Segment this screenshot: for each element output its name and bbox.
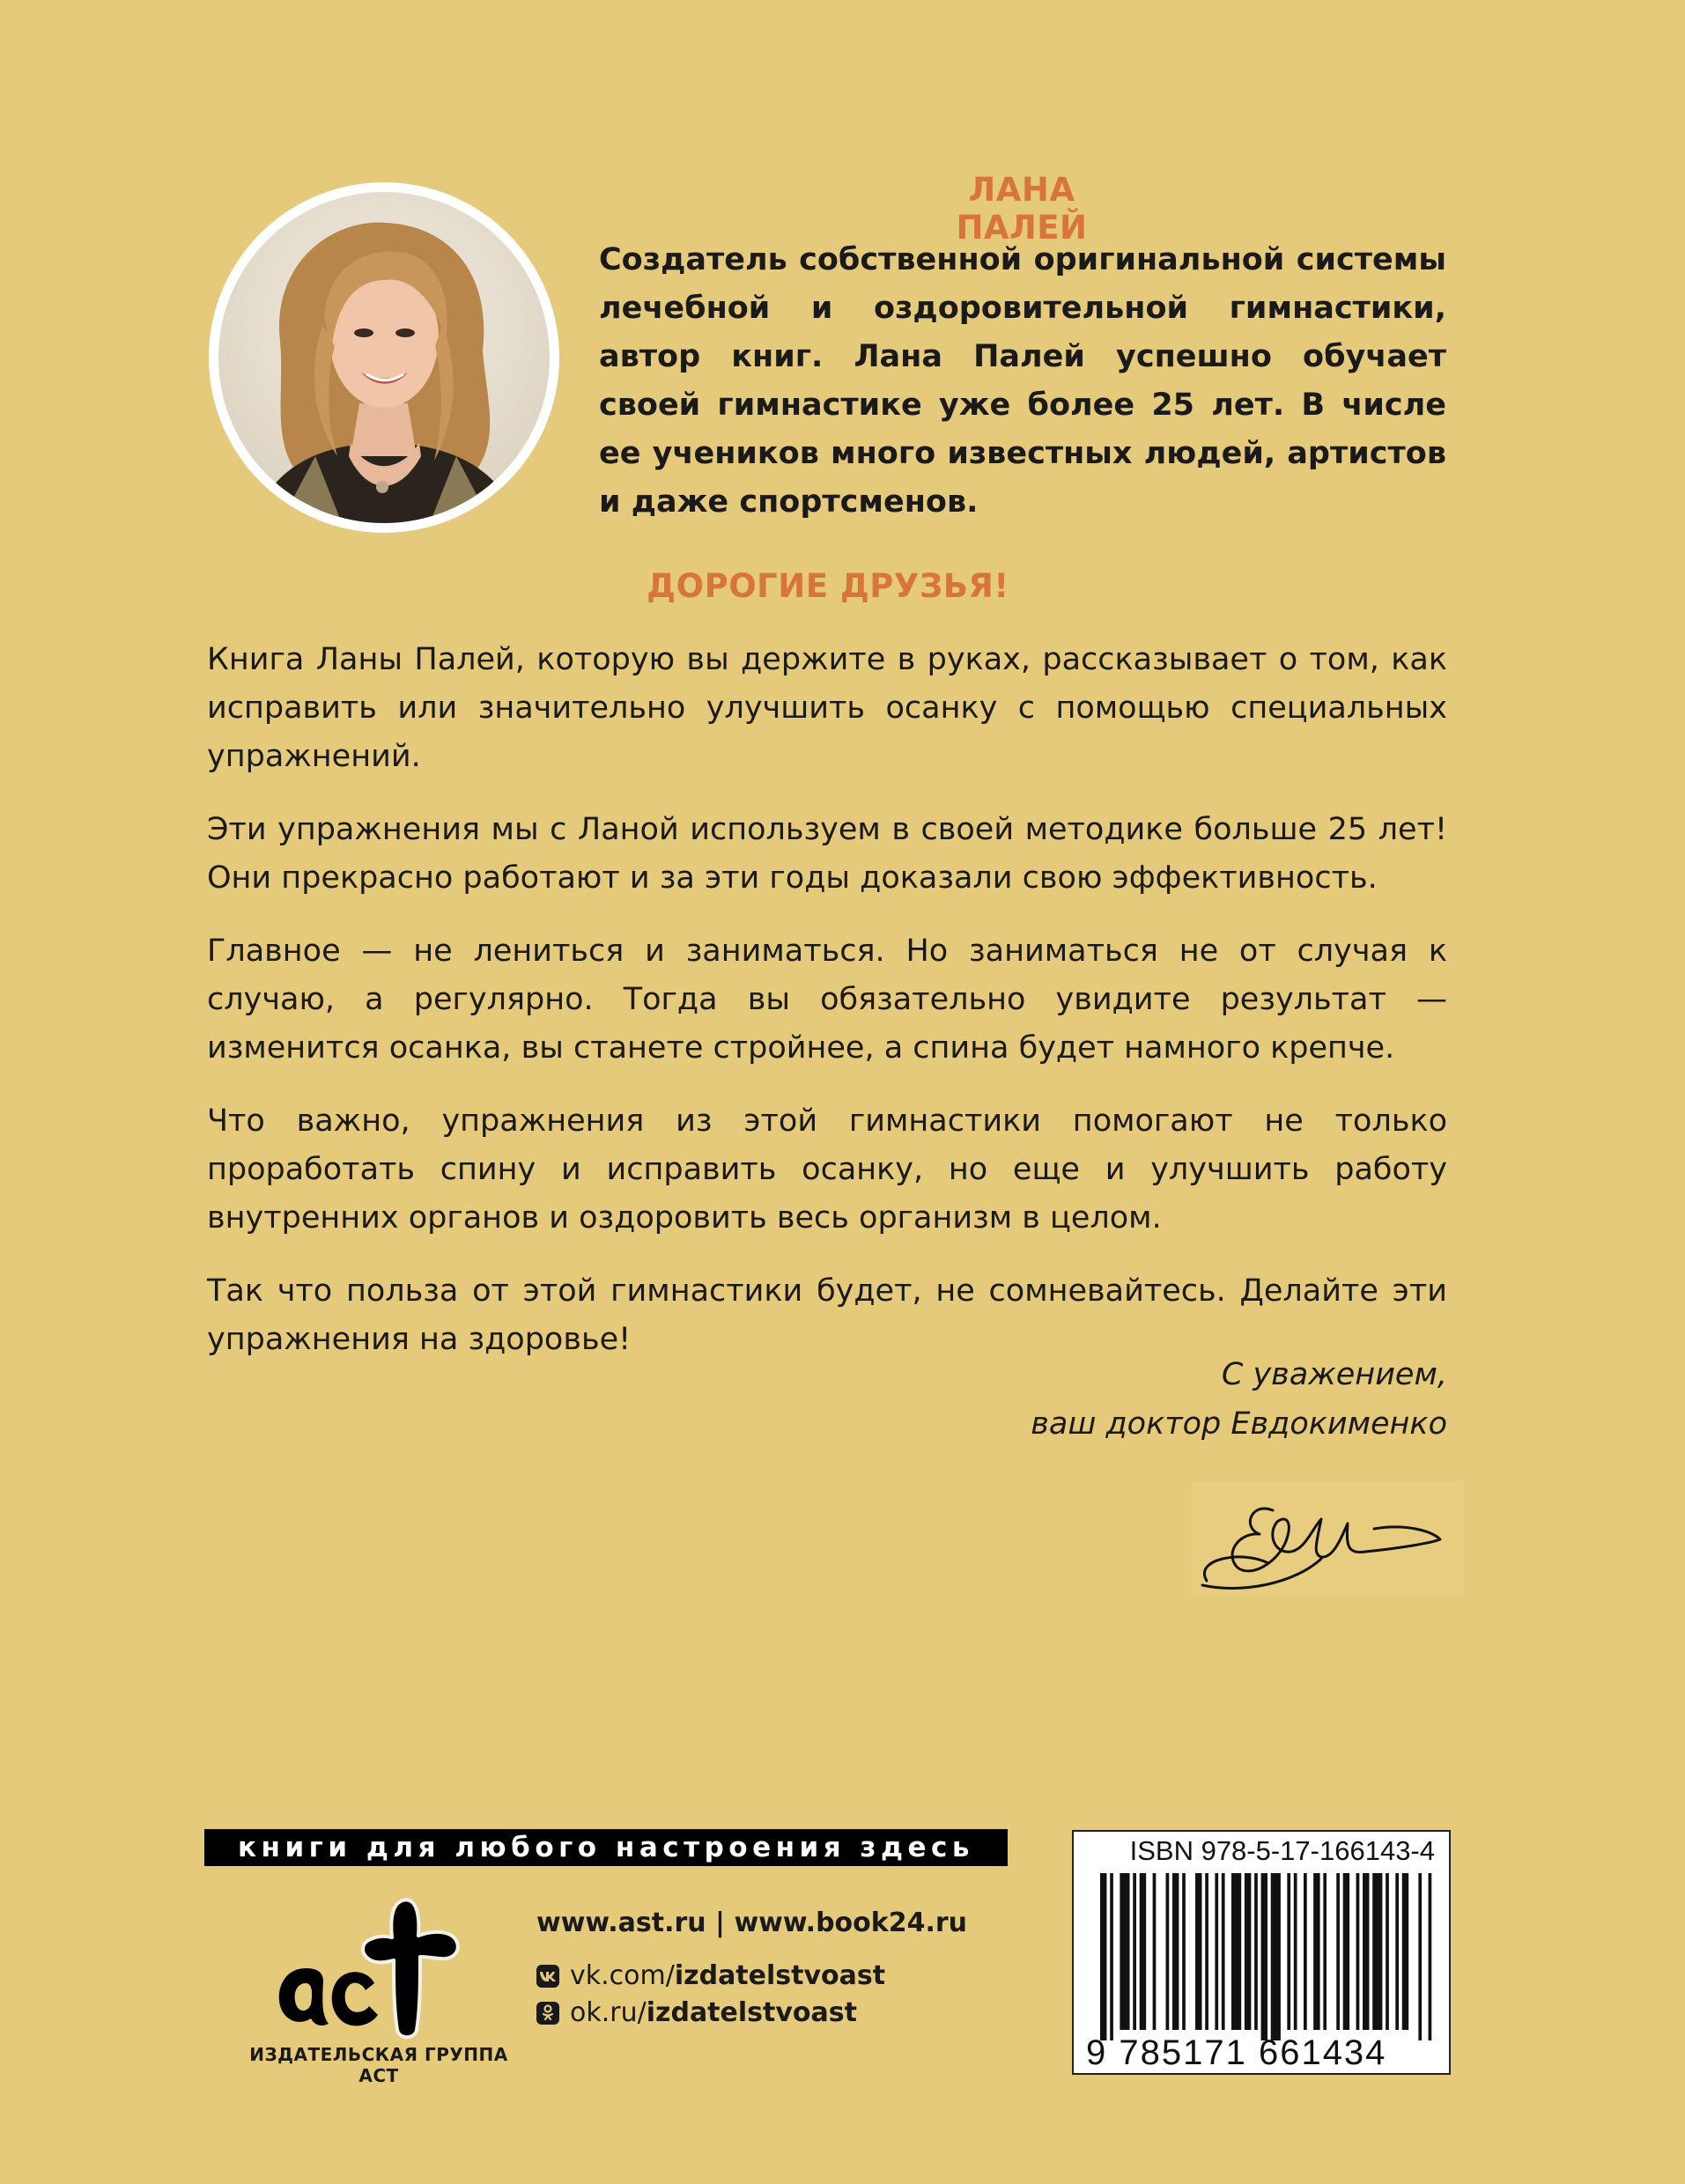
letter-body [207, 636, 1447, 1389]
vk-prefix: vk.com/ [570, 1960, 675, 1991]
barcode-bar [1231, 1873, 1241, 2030]
ast-logo [260, 1885, 471, 2043]
publisher-name: ИЗДАТЕЛЬСКАЯ ГРУППА АСТ [249, 2044, 508, 2086]
ok-handle: izdatelstvoast [646, 1997, 857, 2028]
barcode-bar [1120, 1873, 1129, 2030]
barcode-bar [1261, 1873, 1267, 2040]
ok-prefix: ok.ru/ [570, 1997, 647, 2028]
vk-link[interactable] [536, 1960, 885, 1991]
letter-paragraph: Главное — не лениться и заниматься. Но заниматься не от случая к случаю, а регулярно. Тогда вы обязательно увидите результат — изменится осанка, вы станете стройнее, а спина будет намного крепче. [207, 933, 1447, 1066]
signoff-line: ваш доктор Евдокименко [1031, 1406, 1447, 1442]
barcode-bar [1287, 1873, 1290, 2030]
barcode-bar [1343, 1873, 1349, 2030]
letter-signoff [831, 1350, 1447, 1449]
barcode-bar [1215, 1873, 1218, 2030]
barcode-bar [1205, 1873, 1208, 2030]
letter-greeting: ДОРОГИЕ ДРУЗЬЯ! [647, 567, 1009, 605]
barcode-bar [1402, 1873, 1408, 2030]
barcode-bar [1140, 1873, 1146, 2030]
barcode-bar [1418, 1873, 1422, 2040]
tagline-banner: книги для любого настроения здесь [204, 1829, 1008, 1866]
barcode-bar [1294, 1873, 1297, 2030]
letter-paragraph: Книга Ланы Палей, которую вы держите в руках, рассказывает о том, как исправить или значительно улучшить осанку с помощью специальных упражнений. [207, 642, 1447, 774]
ok-icon [536, 2002, 559, 2025]
barcode-bar [1386, 1873, 1389, 2030]
barcode-bar [1110, 1873, 1113, 2040]
handwritten-signature [1189, 1479, 1467, 1598]
barcode-bar [1356, 1873, 1360, 2030]
author-name: ЛАНА ПАЛЕЙ [956, 171, 1088, 247]
barcode-bar [1304, 1873, 1307, 2030]
barcode-bar [1133, 1873, 1136, 2030]
ok-link[interactable] [536, 1997, 857, 2028]
barcode [1100, 1873, 1435, 2040]
closing-line: С уважением, [1221, 1357, 1447, 1392]
barcode-bar [1429, 1873, 1432, 2040]
barcode-digits: 9 785171 661434 [1086, 2033, 1387, 2072]
barcode-bar [1372, 1873, 1382, 2030]
barcode-bar [1153, 1873, 1157, 2030]
author-portrait [209, 182, 559, 533]
vk-icon [536, 1965, 559, 1988]
barcode-bar [1245, 1873, 1251, 2030]
author-photo [218, 192, 550, 523]
vk-handle: izdatelstvoast [674, 1960, 886, 1991]
isbn-label: ISBN 978-5-17-166143-4 [1129, 1835, 1435, 1866]
barcode-bar [1336, 1873, 1340, 2030]
barcode-bar [1182, 1873, 1186, 2030]
letter-paragraph: Что важно, упражнения из этой гимнастики помогают не только проработать спину и исправить осанку, но еще и улучшить работу внутренних органов и оздоровить весь организм в целом. [207, 1103, 1447, 1236]
barcode-bar [1323, 1873, 1327, 2030]
barcode-bar [1195, 1873, 1201, 2030]
barcode-bar [1395, 1873, 1399, 2030]
isbn-barcode-box [1072, 1830, 1451, 2075]
website-links[interactable]: www.ast.ru | www.book24.ru [536, 1907, 968, 1938]
letter-paragraph: Эти упражнения мы с Ланой используем в своей методике больше 25 лет! Они прекрасно работают и за эти годы доказали свою эффективность. [207, 812, 1447, 896]
author-bio: Создатель собственной оригинальной системы лечебной и оздоровительной гимнастики, автор книг. Лана Палей успешно обучает своей гимнастике уже более 25 лет. В числе ее учеников много известных людей, артистов и даже спортсменов. [599, 242, 1446, 520]
barcode-bar [1222, 1873, 1225, 2030]
barcode-bar [1313, 1873, 1319, 2030]
barcode-bar [1254, 1873, 1258, 2030]
barcode-bar [1100, 1873, 1106, 2040]
barcode-bar [1271, 1873, 1281, 2040]
barcode-bar [1363, 1873, 1369, 2030]
barcode-bar [1172, 1873, 1179, 2030]
barcode-bar [1166, 1873, 1170, 2030]
letter-paragraph: Так что польза от этой гимнастики будет, не сомневайтесь. Делайте эти упражнения на здоровье! [207, 1273, 1447, 1357]
